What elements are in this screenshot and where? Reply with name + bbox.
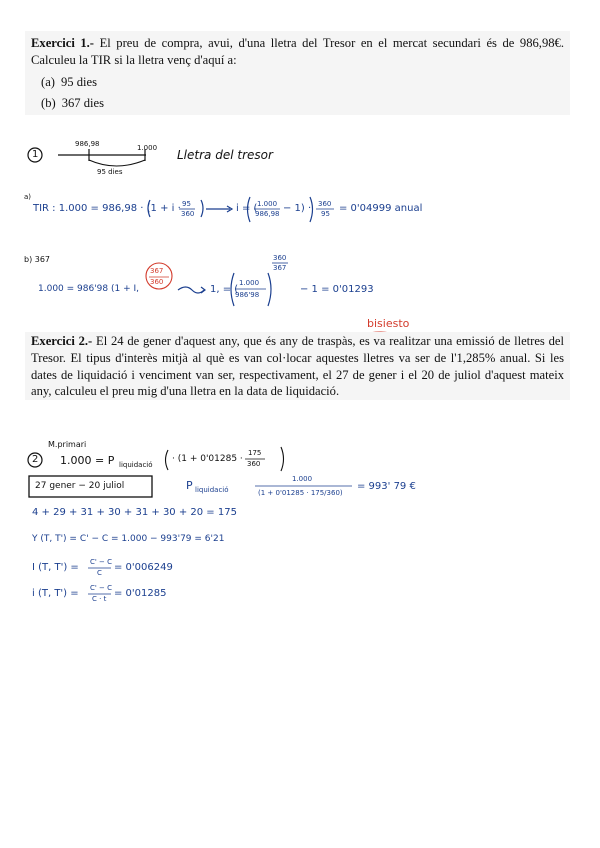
p-frac-num: 1.000: [292, 475, 313, 483]
interest-frac-den: C: [97, 569, 102, 577]
tir-frac1-num: 95: [182, 200, 191, 208]
rate-result: = 0'01285: [114, 588, 167, 599]
tir-result-b: − 1 = 0'01293: [300, 284, 374, 295]
date-range-box: 27 gener − 20 juliol: [35, 481, 125, 491]
part-b-exponent-den: 367: [273, 264, 287, 272]
exercise-2-statement-end: , es va realitzar una emissió de lletres del Tresor. El tipus d'interès mitjà al què es van col·locar aquestes lletres va ser de l'1,285% anual. Si les dates de liquidació i venciment van ser, respectivament, el 27 de gener i el 20 de juliol d'aquest mateix any, calculeu el preu mig d'una lletra en la data de liquidació.: [31, 334, 564, 399]
exercise-1-statement: El preu de compra, avui, d'una lletra del Tresor en el mercat secundari és de 986,98€. Calculeu la TIR si la lletra venç d'aquí a:: [31, 36, 564, 67]
rate-frac-num: C' − C: [90, 584, 113, 592]
price-equation-left: 1.000 = P: [60, 454, 115, 467]
p-liquidacio-symbol: P: [186, 479, 193, 492]
circled-days-num: 367: [150, 267, 164, 275]
tir-frac1-den: 360: [181, 210, 195, 218]
rate-line-left: i (T, T') =: [32, 588, 79, 599]
p-frac-den: (1 + 0'01285 · 175/360): [258, 489, 343, 497]
circled-days-den: 360: [150, 278, 164, 286]
part-b-exponent-num: 360: [273, 254, 287, 262]
p-liquidacio-sub: liquidació: [195, 486, 229, 494]
interest-line-left: I (T, T') =: [32, 562, 79, 573]
part-b-equation-left: 1.000 = 986'98 (1 + I,: [38, 284, 140, 294]
part-b-frac-num: 1.000: [239, 279, 260, 287]
note-1-number: 1: [32, 149, 39, 160]
exercise-1-option-b: (b) 367 dies: [41, 96, 105, 111]
note-1-heading: Lletra del tresor: [177, 148, 273, 162]
price-frac-num: 175: [248, 449, 262, 457]
price-equation-factor: · (1 + 0'01285 ·: [172, 454, 243, 464]
annotation-bisiesto: bisiesto: [367, 317, 410, 330]
exercise-2-title: Exercici 2.-: [31, 334, 93, 348]
part-b-solve: 1, = (: [210, 284, 239, 295]
tir-frac2-den: 986,98: [255, 210, 280, 218]
tir-equation-left: TIR : 1.000 = 986,98 · (1 + i ·: [33, 203, 181, 214]
tir-frac3-num: 360: [318, 200, 332, 208]
exercise-1-title: Exercici 1.-: [31, 36, 95, 50]
rate-frac-den: C · t: [92, 595, 107, 603]
interest-result: = 0'006249: [114, 562, 173, 573]
exercise-2-highlight: traspàs: [317, 334, 353, 348]
tir-result-a: = 0'04999 anual: [339, 203, 423, 214]
p-result: = 993' 79 €: [357, 481, 416, 492]
exercise-2-statement-start: El 24 de gener d'aquest any, que és any de: [96, 334, 314, 348]
timeline-days: 95 dies: [97, 168, 123, 176]
timeline-price: 986,98: [75, 140, 100, 148]
tir-solve-i: i = (: [236, 203, 258, 214]
interest-frac-num: C' − C: [90, 558, 113, 566]
price-equation-sub: liquidació: [119, 461, 153, 469]
days-sum: 4 + 29 + 31 + 30 + 31 + 30 + 20 = 175: [32, 507, 237, 518]
part-a-marker: a): [24, 193, 32, 201]
tir-minus-one: − 1) ·: [283, 203, 312, 214]
price-frac-den: 360: [247, 460, 261, 468]
part-b-marker: b) 367: [24, 255, 51, 264]
note-2-number: 2: [32, 454, 39, 465]
tir-frac2-num: 1.000: [257, 200, 278, 208]
tir-frac3-den: 95: [321, 210, 330, 218]
exercise-2-block: [25, 332, 570, 400]
exercise-1-option-a: (a) 95 dies: [41, 74, 98, 89]
timeline-face-value: 1.000: [137, 144, 158, 152]
yield-line: Y (T, T') = C' − C = 1.000 − 993'79 = 6'21: [32, 534, 225, 544]
part-b-frac-den: 986'98: [235, 291, 260, 299]
market-label: M.primari: [48, 440, 87, 449]
